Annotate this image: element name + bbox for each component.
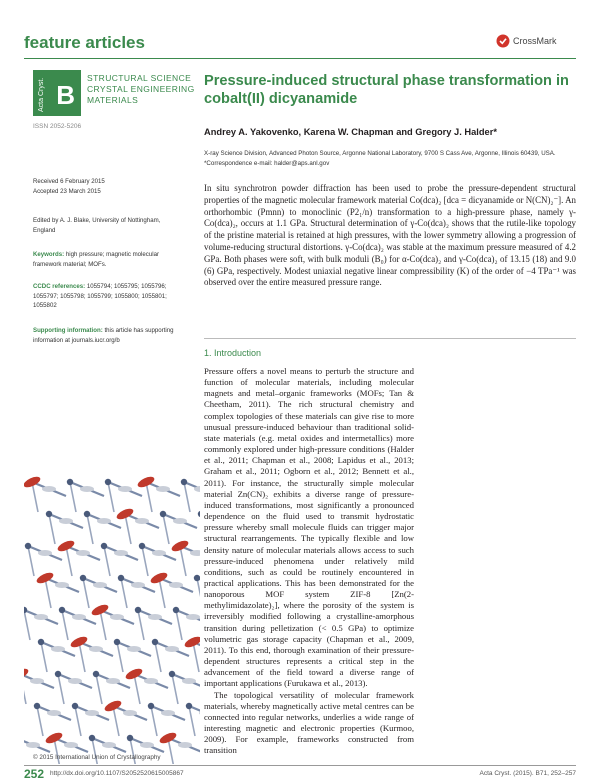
issn: ISSN 2052-5206	[33, 123, 82, 130]
lattice-bond	[24, 610, 30, 640]
metal-node	[105, 479, 111, 485]
lattice-bond	[87, 514, 93, 544]
lattice-bond	[151, 706, 157, 736]
lattice-bond	[155, 642, 161, 672]
edited-by: Edited by A. J. Blake, University of Nottingham, England	[33, 217, 161, 234]
metal-node	[25, 543, 31, 549]
metal-node	[101, 543, 107, 549]
ccdc-references	[33, 282, 181, 311]
ligand-node	[47, 710, 61, 716]
metal-node	[34, 703, 40, 709]
authors: Andrey A. Yakovenko, Karena W. Chapman and Gregory J. Halder*	[204, 127, 497, 137]
ligand-node	[89, 646, 103, 652]
metal-node	[72, 703, 78, 709]
crystal-structure-figure	[24, 458, 200, 764]
ccdc-label: CCDC references:	[33, 283, 86, 290]
lattice-bond	[189, 706, 195, 736]
metal-node	[118, 575, 124, 581]
lattice-bond	[172, 674, 178, 704]
ligand-node	[182, 678, 196, 684]
metal-node	[181, 479, 187, 485]
ligand-node	[173, 518, 187, 524]
lattice-bond	[163, 514, 169, 544]
journal-title	[87, 73, 195, 106]
crossmark-icon	[496, 34, 510, 48]
article-title: Pressure-induced structural phase transformation in cobalt(II) dicyanamide	[204, 73, 569, 107]
journal-title-line: MATERIALS	[87, 95, 139, 105]
ligand-node	[165, 646, 179, 652]
lattice-bond	[58, 674, 64, 704]
keywords-text: high pressure; magnetic molecular framework material; MOFs.	[33, 251, 160, 268]
crossmark-badge[interactable]	[496, 34, 557, 48]
metal-node	[169, 671, 175, 677]
metal-node	[59, 607, 65, 613]
metal-node	[160, 511, 166, 517]
cobalt-octahedron	[103, 699, 123, 714]
ligand-node	[76, 550, 90, 556]
metal-node	[148, 703, 154, 709]
body-text	[204, 366, 414, 756]
keywords	[33, 250, 181, 269]
ligand-node	[123, 710, 137, 716]
lattice-bond	[142, 546, 148, 576]
ccdc-text: 1055794; 1055795; 1055796; 1055797; 1055798; 1055799; 1055800; 1055801; 1055802	[33, 283, 167, 309]
cobalt-octahedron	[56, 539, 76, 554]
ligand-node	[118, 486, 132, 492]
cobalt-octahedron	[90, 603, 110, 618]
lattice-bond	[75, 706, 81, 736]
cobalt-octahedron	[183, 635, 200, 650]
ligand-node	[72, 614, 86, 620]
lattice-bond	[32, 482, 38, 512]
metal-node	[139, 543, 145, 549]
footer-rule	[24, 765, 576, 766]
lattice-bond	[37, 706, 43, 736]
ligand-node	[131, 582, 145, 588]
cobalt-octahedron	[44, 731, 64, 746]
ligand-node	[97, 518, 111, 524]
lattice-bond	[180, 546, 186, 576]
lattice-bond	[108, 482, 114, 512]
cobalt-octahedron	[124, 667, 144, 682]
ligand-node	[152, 550, 166, 556]
lattice-bond	[24, 674, 26, 704]
lattice-bond	[138, 610, 144, 640]
received-date: Received 6 February 2015	[33, 178, 105, 185]
lattice-bond	[104, 546, 110, 576]
accepted-date: Accepted 23 March 2015	[33, 188, 101, 195]
lattice-bond	[125, 514, 131, 544]
ligand-node	[140, 742, 154, 748]
lattice-bond	[28, 546, 34, 576]
ligand-node	[114, 550, 128, 556]
section-heading: 1. Introduction	[204, 348, 262, 358]
ligand-node	[59, 518, 73, 524]
lattice-bond	[159, 578, 165, 608]
page-number: 252	[24, 767, 45, 781]
lattice-bond	[134, 674, 140, 704]
cobalt-octahedron	[170, 539, 190, 554]
lattice-bond	[193, 642, 199, 672]
lattice-bond	[100, 610, 106, 640]
cobalt-octahedron	[115, 507, 135, 522]
abstract: In situ synchrotron powder diffraction has been used to probe the pressure-dependent structural properties of the magnetic molecular framework material Co(dca)₂ [dca = dicyanamide or N(CN)₂⁻]. An orthorhombic (Pmnn) to monoclinic (P2₁/n) transformation to a high-pressure phase, namely γ-Co(dca)₂, occurs at 1.1 GPa. Structural determination of γ-Co(dca)₂ shows that the rutile-like topology of the pristine material is retained at high pressures, with the lower symmetry allowing a progression of volume-reducing structural distortions. γ-Co(dca)₂ was stable at the maximum pressure measured of 4.2 GPa. Both phases were soft, with bulk moduli (B₀) for α-Co(dca)₂ and γ-Co(dca)₂ of 13.15 (18) and 9.0 (6) GPa, respectively. Modest uniaxial negative linear compressibility (K) of the order of −4 TPa⁻¹ was observed over the entire measured pressure range.	[204, 183, 576, 288]
ligand-node	[26, 742, 40, 748]
ligand-node	[68, 678, 82, 684]
ligand-node	[169, 582, 183, 588]
ligand-node	[148, 614, 162, 620]
metal-node	[173, 607, 179, 613]
journal-letter: B	[56, 80, 75, 110]
metal-node	[114, 639, 120, 645]
metal-node	[89, 735, 95, 741]
cobalt-octahedron	[158, 731, 178, 746]
lattice-bond	[176, 610, 182, 640]
lattice-bond	[66, 546, 72, 576]
paragraph: The topological versatility of molecular framework materials, whereby magnetically active metal centres can be connected into regular networks, underlies a wide range of interesting magnetic and electronic properties (Kurmoo, 2009). For example, frameworks constructed from transition	[204, 689, 414, 756]
metal-node	[38, 639, 44, 645]
metal-node	[152, 639, 158, 645]
ligand-node	[156, 486, 170, 492]
copyright: © 2015 International Union of Crystallography	[33, 754, 161, 761]
lattice-bond	[70, 482, 76, 512]
metal-node	[135, 607, 141, 613]
lattice-bond	[96, 674, 102, 704]
metal-node	[55, 671, 61, 677]
abstract-divider	[204, 338, 576, 339]
paragraph: Pressure offers a novel means to perturb the structure and function of molecular materials, including molecular magnets and metal–organic frameworks (MOFs; Tan & Cheetham, 2011). The rich structural chemistry and complex topologies of these materials can give rise to more unusual pressure-induced behaviour than traditional solid-state materials (e.g. metal oxides and intermetallics) more commonly explored under high-pressure conditions (Halder et al., 2011; Chapman et al., 2008; Lapidus et al., 2013; Graham et al., 2011; Ogborn et al., 2012; Bennett et al., 2011). For instance, the structurally simple molecular material Zn(CN)₂ exhibits a diverse range of pressure-induced transformations, most significantly a pronounced dependence on the fluid used to transmit hydrostatic pressure whereby small molecule fluids can trigger major structural rearrangements. The typically flexible and low density nature of molecular materials allows access to such pressure-induced phenomena under relatively mild conditions, such as could be routinely encountered in practical applications. This has been demonstrated for the nanoporous MOF system ZIF-8 [Zn(2-methylimidazolate)₂], where the porosity of the system is irreversibly modified following a crystalline-amorphous transition during pelletization (< 0.5 GPa) to optimize volumetric gas storage capacity (Chapman et al., 2009, 2011). To this end, thorough examination of their pressure-dependent structures represents a critical step in the advancement of the field toward a diverse range of important applications (Furukawa et al., 2013).	[204, 366, 414, 689]
ligand-node	[106, 678, 120, 684]
ligand-node	[110, 614, 124, 620]
metal-node	[84, 511, 90, 517]
header-rule	[24, 58, 576, 59]
metal-node	[186, 703, 192, 709]
crossmark-label: CrossMark	[513, 36, 557, 46]
metal-node	[127, 735, 133, 741]
affiliation: X-ray Science Division, Advanced Photon Source, Argonne National Laboratory, 9700 S Cass Ave, Argonne, Illinois 60439, USA. *Correspondence e-mail: halder@aps.anl.gov	[204, 150, 556, 167]
lattice-bond	[146, 482, 152, 512]
lattice-bond	[41, 642, 47, 672]
metal-node	[93, 671, 99, 677]
journal-logo	[33, 70, 81, 116]
ligand-node	[42, 486, 56, 492]
journal-title-line: STRUCTURAL SCIENCE	[87, 73, 192, 83]
ligand-node	[144, 678, 158, 684]
ligand-node	[178, 742, 192, 748]
keywords-label: Keywords:	[33, 251, 65, 258]
ligand-node	[30, 678, 44, 684]
ligand-node	[85, 710, 99, 716]
cobalt-octahedron	[35, 571, 55, 586]
metal-node	[67, 479, 73, 485]
metal-node	[80, 575, 86, 581]
lattice-bond	[62, 610, 68, 640]
ligand-node	[186, 614, 200, 620]
lattice-bond	[113, 706, 119, 736]
ligand-node	[135, 518, 149, 524]
supporting-label: Supporting information:	[33, 327, 103, 334]
supporting-information	[33, 326, 181, 345]
lattice-bond	[49, 514, 55, 544]
ligand-node	[51, 646, 65, 652]
lattice-bond	[45, 578, 51, 608]
lattice-bond	[83, 578, 89, 608]
metal-node	[46, 511, 52, 517]
ligand-node	[102, 742, 116, 748]
ligand-node	[93, 582, 107, 588]
lattice-bond	[79, 642, 85, 672]
cobalt-octahedron	[136, 475, 156, 490]
ligand-node	[161, 710, 175, 716]
journal-title-line: CRYSTAL ENGINEERING	[87, 84, 195, 94]
journal-side-label: Acta Cryst.	[38, 77, 45, 112]
ligand-node	[80, 486, 94, 492]
lattice-bond	[184, 482, 190, 512]
lattice-bond	[197, 578, 200, 608]
lattice-bond	[121, 578, 127, 608]
cobalt-octahedron	[24, 667, 30, 682]
metal-node	[198, 511, 200, 517]
ligand-node	[64, 742, 78, 748]
supporting-text[interactable]: this article has supporting information at journals.iucr.org/b	[33, 327, 174, 344]
doi-link[interactable]: http://dx.doi.org/10.1107/S2052520615005867	[50, 770, 184, 777]
lattice-bond	[117, 642, 123, 672]
journal-citation: Acta Cryst. (2015). B71, 252–257	[479, 770, 576, 777]
ligand-node	[34, 614, 48, 620]
ligand-node	[127, 646, 141, 652]
ligand-node	[55, 582, 69, 588]
ligand-node	[38, 550, 52, 556]
cobalt-octahedron	[149, 571, 169, 586]
metal-node	[194, 575, 200, 581]
section-label: feature articles	[24, 33, 145, 52]
cobalt-octahedron	[69, 635, 89, 650]
